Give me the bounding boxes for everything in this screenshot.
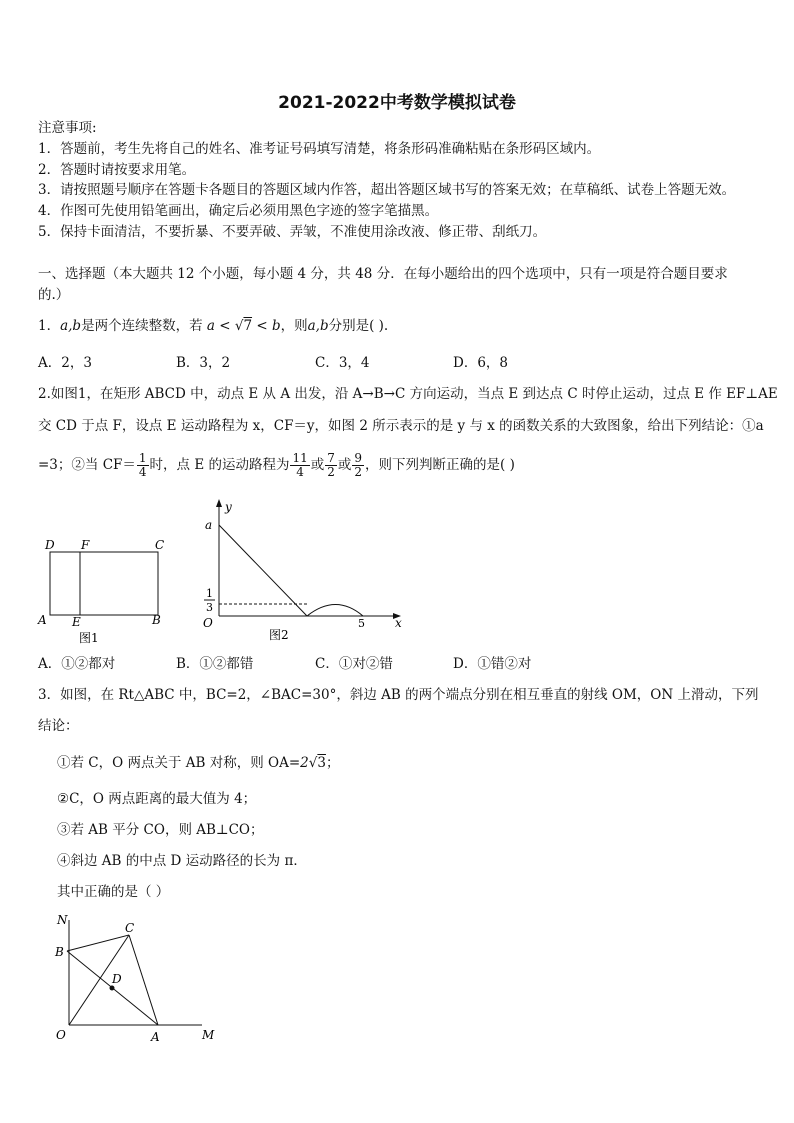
- notice-heading: 注意事项:: [38, 120, 97, 136]
- question-3-line2: 结论：: [38, 718, 79, 734]
- option-a: A．①②都对: [38, 656, 116, 672]
- notice-item: 2．答题时请按要求用笔。: [38, 162, 196, 178]
- origin-label: O: [203, 616, 213, 630]
- option-b: B．3，2: [176, 355, 231, 371]
- statement-2: ②C，O 两点距离的最大值为 4；: [57, 791, 257, 807]
- label-b: B: [152, 613, 161, 627]
- section-heading-cont: 的.）: [38, 287, 70, 303]
- question-2-line3: =3；②当 CF＝ $\frac{1}{4}$ 时，点 E 的运动路程为 $\frac{11}{4}$ 或 $\frac{7}{2}$ 或 $\frac{9}{2}$ ，则下列判断正确的是( ): [38, 451, 515, 479]
- page-title: 2021-2022中考数学模拟试卷: [278, 93, 516, 113]
- label-f: F: [81, 538, 90, 552]
- tick-one-third-den: 3: [206, 601, 213, 614]
- fraction: $\frac{11}{4}$: [292, 451, 308, 479]
- label-b: B: [55, 945, 64, 959]
- axis-x-label: x: [395, 616, 402, 630]
- label-a: A: [151, 1030, 160, 1044]
- figure-3-triangle: [50, 908, 230, 1048]
- notice-item: 5．保持卡面清洁，不要折暴、不要弄破、弄皱，不准使用涂改液、修正带、刮纸刀。: [38, 224, 547, 240]
- notice-item: 4．作图可先使用铅笔画出，确定后必须用黑色字迹的签字笔描黑。: [38, 203, 439, 219]
- notice-item: 3．请按照题号顺序在答题卡各题目的答题区域内作答，超出答题区域书写的答案无效；在草稿纸、试卷上答题无效。: [38, 182, 736, 198]
- statement-1: ①若 C，O 两点关于 AB 对称，则 OA=2√3；: [57, 755, 340, 771]
- label-e: E: [72, 615, 81, 629]
- question-1-stem: 1．a,b是两个连续整数，若 a < √7 < b，则a,b分别是( ).: [38, 318, 389, 334]
- label-o: O: [56, 1028, 66, 1042]
- figure-2-caption: 图2: [269, 628, 289, 642]
- axis-y-label: y: [225, 500, 232, 514]
- tick-one-third-num: 1: [206, 587, 213, 600]
- label-d: D: [45, 538, 55, 552]
- figure-1-rectangle: [34, 532, 174, 647]
- label-a: A: [38, 613, 47, 627]
- notice-item: 1．答题前，考生先将自己的姓名、准考证号码填写清楚，将条形码准确粘贴在条形码区域内。: [38, 141, 601, 157]
- option-d: D．6，8: [453, 355, 509, 371]
- section-heading: 一、选择题（本大题共 12 个小题，每小题 4 分，共 48 分．在每小题给出的四个选项中，只有一项是符合题目要求: [38, 266, 728, 282]
- label-n: N: [57, 913, 68, 927]
- statement-3: ③若 AB 平分 CO，则 AB⊥CO；: [57, 822, 264, 838]
- option-c: C．①对②错: [315, 656, 393, 672]
- option-d: D．①错②对: [453, 656, 532, 672]
- fraction: $\frac{7}{2}$: [327, 451, 335, 479]
- tick-a: a: [205, 518, 213, 532]
- question-2-line1: 2.如图1，在矩形 ABCD 中，动点 E 从 A 出发，沿 A→B→C 方向运动，当点 E 到达点 C 时停止运动，过点 E 作 EF⊥AE: [38, 386, 778, 402]
- fraction: $\frac{1}{4}$: [138, 451, 147, 479]
- option-a: A．2，3: [38, 355, 92, 371]
- statement-4: ④斜边 AB 的中点 D 运动路径的长为 π．: [57, 853, 307, 869]
- tick-five: 5: [358, 617, 365, 630]
- option-c: C．3，4: [315, 355, 370, 371]
- label-c: C: [125, 921, 135, 935]
- label-m: M: [202, 1028, 215, 1042]
- figure-1-caption: 图1: [79, 631, 99, 645]
- question-3-line1: 3．如图，在 Rt△ABC 中，BC=2，∠BAC=30°，斜边 AB 的两个端点分别在相互垂直的射线 OM，ON 上滑动，下列: [38, 687, 759, 703]
- figure-2-graph: [196, 496, 410, 646]
- option-b: B．①②都错: [176, 656, 254, 672]
- label-c: C: [155, 538, 165, 552]
- question-2-line2: 交 CD 于点 F，设点 E 运动路程为 x，CF＝y，如图 2 所示表示的是 y 与 x 的函数关系的大致图象，给出下列结论：①a: [38, 418, 764, 434]
- fraction: $\frac{9}{2}$: [354, 451, 363, 479]
- question-3-ask: 其中正确的是（ ）: [57, 884, 170, 900]
- label-d: D: [112, 972, 122, 986]
